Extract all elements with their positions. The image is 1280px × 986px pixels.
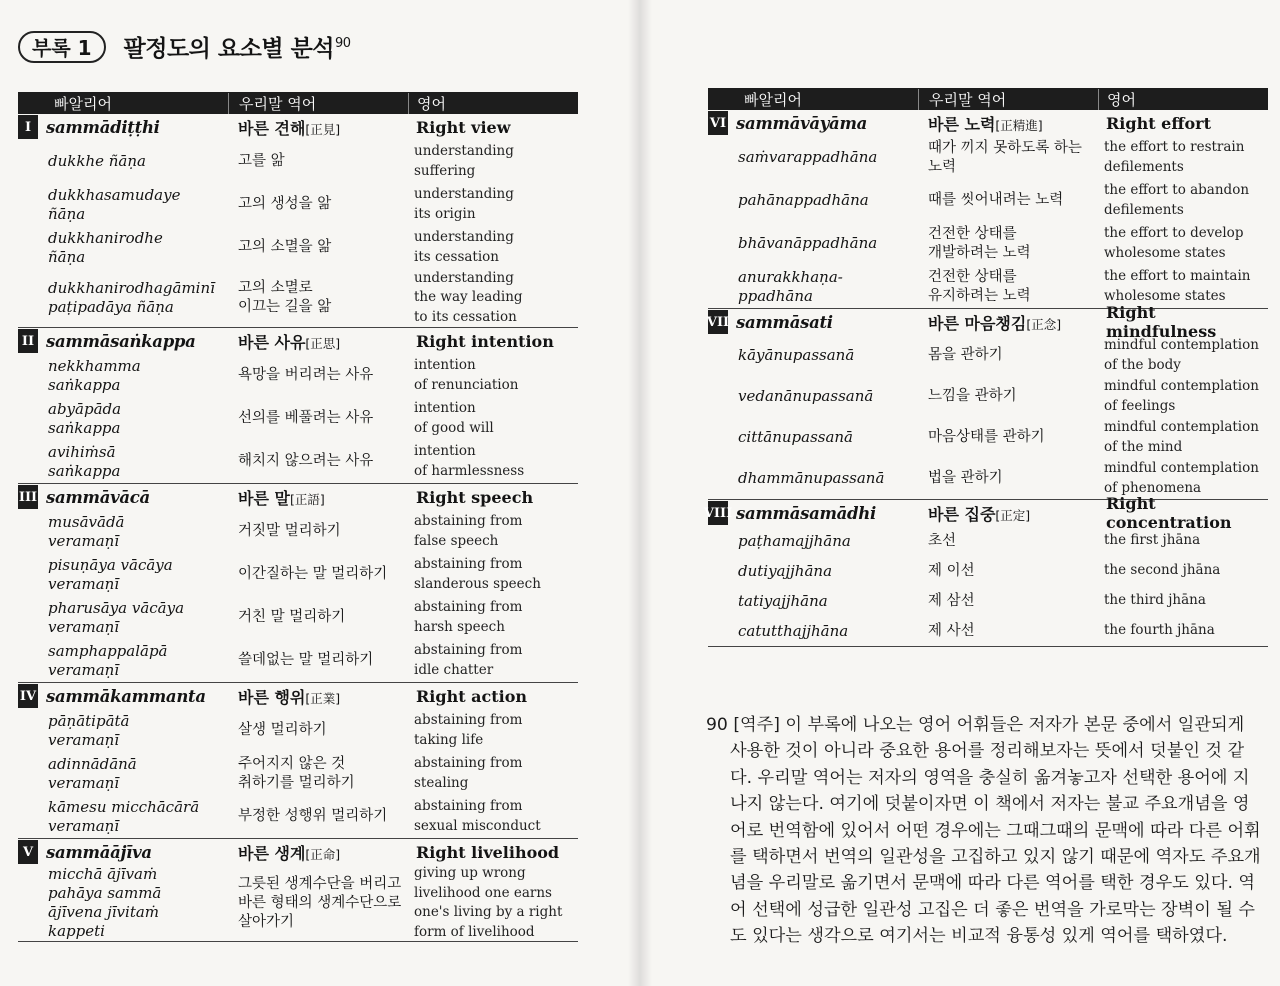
principle-korean-text: 바른 노력 [928,114,996,134]
factor-english: the effort to restrain defilements [1104,139,1245,175]
factor-pali: adinnādānā veramaṇī [48,754,137,792]
factor-english: understanding its cessation [414,229,514,265]
factor-row [708,136,1268,179]
factor-row [18,510,578,553]
factor-korean: 제 삼선 [928,592,975,609]
column-header-english: 영어 [408,93,578,114]
footnote-line: 념을 우리말로 옮기면서 문맥에 따라 다른 역어를 택한 경우도 있다. 역 [730,873,1255,894]
column-header-english: 영어 [1098,89,1268,110]
factor-english: the effort to develop wholesome states [1104,225,1244,261]
factor-english: abstaining from taking life [414,712,523,748]
factor-korean: 거짓말 멀리하기 [238,523,341,539]
factor-pali: anurakkhaṇa- ppadhāna [738,267,843,305]
factor-row [708,376,1268,417]
factor-english: intention of good will [414,400,494,436]
principle-english: Right concentration [1106,494,1232,532]
factor-korean: 제 사선 [928,622,975,639]
principle-group [18,484,578,683]
factor-row [18,140,578,183]
factor-pali: dukkhasamudaye ñāṇa [48,185,181,223]
principle-numeral: VIII [708,501,728,525]
principle-english: Right livelihood [416,842,560,862]
factor-row [18,183,578,226]
principle-header-row [18,683,578,709]
principle-pali: sammāsamādhi [736,503,876,523]
factor-pali: pāṇātipātā veramaṇī [48,711,130,749]
factor-english: abstaining from harsh speech [414,599,523,635]
factor-pali: musāvādā veramaṇī [48,512,125,550]
factor-pali: dutiyajjhāna [738,561,833,580]
factor-korean: 건전한 상태를 유지하려는 노력 [928,268,1031,304]
factor-korean: 몸을 관하기 [928,347,1003,363]
principle-header-row [18,114,578,140]
principle-hanja: [正精進] [995,117,1043,133]
principle-korean [228,330,408,353]
principle-korean-text: 바른 행위 [238,687,306,707]
page-title-text: 팔정도의 요소별 분석 [123,36,335,62]
factor-english: abstaining from false speech [414,513,523,549]
principle-korean-text: 바른 말 [238,488,290,508]
factor-row [708,526,1268,556]
principle-hanja: [正思] [305,335,341,351]
footnote-line: 90 [역주] 이 부록에 나오는 영어 어휘들은 저자가 본문 중에서 일관되게 [706,715,1245,735]
principle-header-row [18,328,578,354]
principle-korean [918,112,1098,135]
factor-pali: vedanānupassanā [738,387,874,405]
factor-english: the second jhāna [1104,562,1221,579]
column-header-pali: 빠알리어 [54,94,112,113]
factor-korean: 살생 멀리하기 [238,722,327,738]
book-gutter-shadow [628,0,652,986]
factor-korean: 초선 [928,532,957,549]
factor-pali: dukkhe ñāṇa [48,152,146,170]
factor-pali: tatiyajjhāna [738,591,828,610]
footnote-line: 다. 우리말 역어는 저자의 영역을 충실히 옮겨놓고자 선택한 용어에 지 [730,767,1250,788]
factor-english: mindful contemplation of feelings [1104,378,1259,414]
factor-row [18,596,578,639]
factor-english: abstaining from slanderous speech [414,556,541,592]
right-table-body [703,110,1268,647]
factor-korean: 이간질하는 말 멀리하기 [238,566,388,582]
factor-english: intention of harmlessness [414,443,525,479]
factor-korean: 때를 씻어내려는 노력 [928,192,1064,208]
appendix-badge: 부록 1 [18,31,106,63]
factor-korean: 고의 생성을 앎 [238,196,332,212]
principle-header-row [703,494,1268,532]
factor-korean: 법을 관하기 [928,470,1003,486]
factor-korean: 욕망을 버리려는 사유 [238,367,374,383]
page-title [124,30,351,63]
principle-group [18,839,578,942]
right-table [703,88,1268,647]
factor-pali: pahānappadhāna [738,191,869,209]
factor-korean: 고의 소멸을 앎 [238,239,332,255]
principle-header-row [18,839,578,865]
principle-pali: sammāsati [736,312,833,332]
factor-row [708,586,1268,616]
factor-row [708,222,1268,265]
factor-english: the effort to maintain wholesome states [1104,268,1251,304]
factor-row [18,269,578,327]
principle-group [708,110,1268,309]
factor-pali: dukkhanirodhagāminī paṭipadāya ñāṇa [48,279,215,316]
principle-group [18,683,578,839]
principle-korean-text: 바른 사유 [238,332,306,352]
factor-row [708,616,1268,646]
principle-english: Right view [416,117,511,137]
factor-pali: kāyānupassanā [738,346,855,364]
factor-korean: 그릇된 생계수단을 버리고 바른 형태의 생계수단으로 살아가기 [238,875,402,930]
factor-english: understanding the way leading to its cessation [414,269,523,325]
factor-row [18,553,578,596]
factor-pali: abyāpāda saṅkappa [48,399,122,437]
factor-pali: cittānupassanā [738,428,854,446]
principle-group [18,114,578,328]
factor-english: intention of renunciation [414,357,519,393]
factor-korean: 제 이선 [928,562,975,579]
factor-pali: micchā ājīvaṁ pahāya sammā ājīvena jīvitaṁ kappeti [48,865,162,940]
principle-numeral: I [18,115,38,139]
factor-korean: 선의를 베풀려는 사유 [238,410,374,426]
column-header-pali: 빠알리어 [744,90,802,109]
principle-korean [918,502,1098,525]
factor-english: giving up wrong livelihood one earns one's living by a right form of livelihood [414,865,563,940]
principle-hanja: [正見] [305,121,341,137]
principle-pali: sammādiṭṭhi [46,117,160,137]
principle-pali: sammākammanta [46,686,206,706]
factor-row [18,709,578,752]
principle-hanja: [正命] [305,846,341,862]
factor-row [18,397,578,440]
left-table [18,92,578,942]
factor-korean: 건전한 상태를 개발하려는 노력 [928,225,1031,261]
principle-pali: sammāsaṅkappa [46,331,196,351]
factor-english: abstaining from idle chatter [414,642,523,678]
page-header [18,30,351,63]
factor-row [708,179,1268,222]
factor-row [18,865,578,941]
principle-korean [228,685,408,708]
principle-header-row [706,303,1268,341]
factor-row [18,795,578,838]
factor-pali: paṭhamajjhāna [738,531,851,550]
factor-korean: 느낌을 관하기 [928,388,1017,404]
principle-korean [918,311,1098,334]
factor-korean: 거친 말 멀리하기 [238,609,346,625]
translator-footnote [706,712,1261,950]
factor-row [18,752,578,795]
principle-hanja: [正念] [1026,316,1062,332]
factor-row [708,556,1268,586]
principle-english: Right intention [416,331,554,351]
principle-korean [228,841,408,864]
factor-english: mindful contemplation of phenomena [1104,460,1259,496]
column-header-korean: 우리말 역어 [228,93,408,114]
principle-numeral: II [18,329,38,353]
principle-numeral: V [18,840,38,864]
factor-korean: 부정한 성행위 멀리하기 [238,808,388,824]
footnote-line: 어로 번역함에 있어서 어떤 경우에는 그때그때의 문맥에 따라 다른 어휘 [730,820,1261,841]
factor-english: mindful contemplation of the body [1104,337,1259,373]
principle-korean [228,486,408,509]
factor-pali: saṁvarappadhāna [738,148,878,166]
principle-group [703,494,1268,647]
factor-english: the effort to abandon defilements [1104,182,1250,218]
factor-korean: 쓸데없는 말 멀리하기 [238,652,374,668]
factor-pali: pisuṇāya vācāya veramaṇī [48,555,173,593]
principle-english: Right action [416,686,528,706]
footnote-line: 도 있다는 생각으로 여기서는 비교적 융통성 있게 역어를 택하였다. [730,926,1228,947]
factor-korean: 때가 끼지 못하도록 하는 노력 [928,139,1082,175]
factor-pali: avihiṁsā saṅkappa [48,442,121,480]
principle-korean-text: 바른 마음챙김 [928,313,1027,333]
footnote-line: 를 택하면서 번역의 일관성을 고집하고 있지 않기 때문에 역자도 주요개 [730,846,1261,867]
factor-row [708,458,1268,499]
factor-row [708,265,1268,308]
factor-row [708,335,1268,376]
principle-pali: sammāvācā [46,487,150,507]
principle-header-row [18,484,578,510]
principle-english: Right mindfulness [1106,303,1217,341]
factor-row [18,226,578,269]
principle-pali: sammāājīva [46,842,152,862]
principle-korean [228,116,408,139]
factor-pali: dhammānupassanā [738,469,885,487]
factor-pali: kāmesu micchācārā veramaṇī [48,797,200,835]
factor-english: abstaining from stealing [414,755,523,791]
factor-korean: 고를 앎 [238,153,285,169]
factor-korean: 주어지지 않은 것 취하기를 멀리하기 [238,755,355,791]
factor-english: understanding suffering [414,143,514,179]
principle-group [706,303,1268,500]
factor-pali: pharusāya vācāya veramaṇī [48,598,185,636]
principle-korean-text: 바른 견해 [238,118,306,138]
table-header [18,92,578,114]
table-header [708,88,1268,110]
factor-korean: 해치지 않으려는 사유 [238,453,374,469]
factor-korean: 고의 소멸로 이끄는 길을 앎 [238,280,332,315]
principle-header-row [708,110,1268,136]
factor-korean: 마음상태를 관하기 [928,429,1045,445]
principle-numeral: VII [708,310,728,334]
factor-pali: nekkhamma saṅkappa [48,356,141,394]
principle-pali: sammāvāyāma [736,113,867,133]
factor-pali: samphappalāpā veramaṇī [48,641,168,679]
principle-korean-text: 바른 생계 [238,843,306,863]
left-table-body [18,114,578,942]
principle-english: Right speech [416,487,534,507]
footnote-line: 사용한 것이 아니라 중요한 용어를 정리해보자는 뜻에서 덧붙인 것 같 [730,741,1245,762]
principle-korean-text: 바른 집중 [928,504,996,524]
factor-row [18,440,578,483]
factor-english: mindful contemplation of the mind [1104,419,1259,455]
factor-pali: dukkhanirodhe ñāṇa [48,228,163,266]
principle-hanja: [正定] [995,507,1031,523]
factor-row [18,639,578,682]
factor-english: understanding its origin [414,186,514,222]
principle-hanja: [正語] [289,491,325,507]
factor-english: the third jhāna [1104,592,1206,609]
factor-english: the first jhāna [1104,532,1201,549]
factor-pali: catutthajjhāna [738,621,849,640]
principle-numeral: III [18,485,38,509]
footnote-line: 어 선택에 성급한 일관성 고집은 더 좋은 번역을 가로막는 장벽이 될 수 [730,899,1255,920]
factor-english: abstaining from sexual misconduct [414,798,541,834]
footnote-line: 나지 않는다. 여기에 덧붙이자면 이 책에서 저자는 불교 주요개념을 영 [730,794,1250,815]
principle-numeral: VI [708,111,728,135]
factor-english: the fourth jhāna [1104,622,1215,639]
column-header-korean: 우리말 역어 [918,89,1098,110]
principle-hanja: [正業] [305,690,341,706]
principle-group [18,328,578,484]
factor-pali: bhāvanāppadhāna [738,234,878,252]
principle-numeral: IV [18,684,38,708]
factor-row [18,354,578,397]
principle-english: Right effort [1106,113,1211,133]
factor-row [708,417,1268,458]
footnote-reference: 90 [335,36,351,52]
